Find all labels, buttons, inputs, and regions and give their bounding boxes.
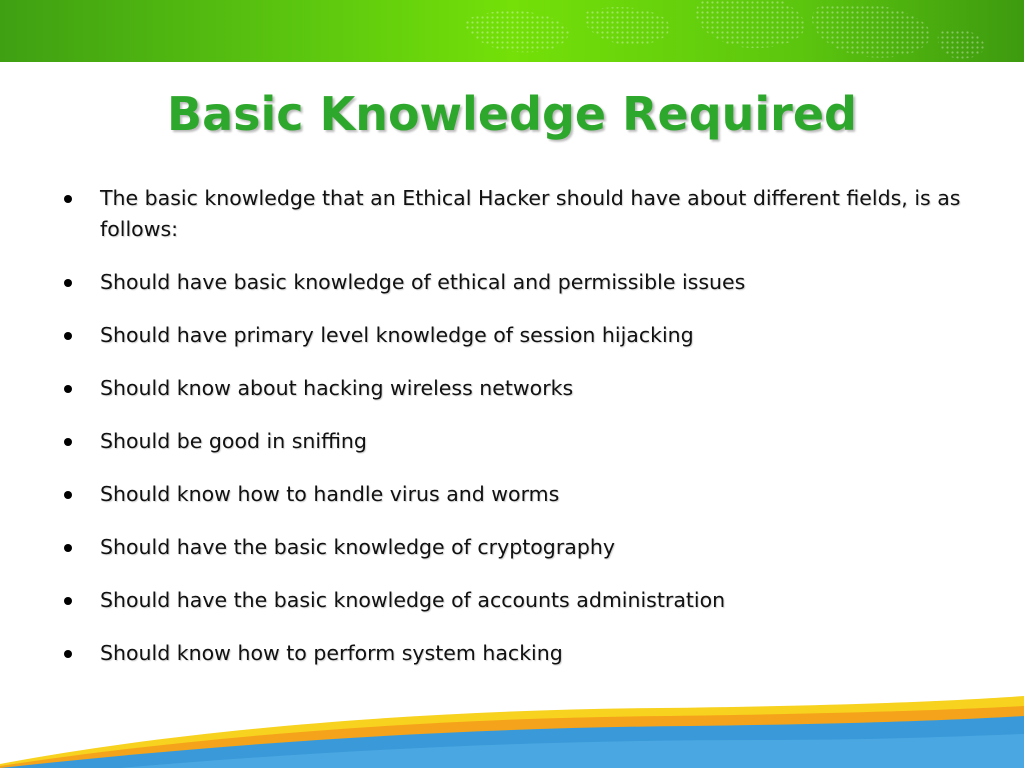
- bullet-dot-icon: [64, 597, 72, 605]
- bullet-dot-icon: [64, 332, 72, 340]
- bottom-wave-decoration: [0, 688, 1024, 768]
- bullet-dot-icon: [64, 195, 72, 203]
- bullet-text: Should know about hacking wireless networks: [100, 376, 574, 400]
- list-item: [62, 638, 972, 669]
- bullet-text: Should have primary level knowledge of session hijacking: [100, 323, 694, 347]
- list-item: [62, 373, 972, 404]
- bullet-text: Should have the basic knowledge of accounts administration: [100, 588, 726, 612]
- bullet-text: Should know how to perform system hacking: [100, 641, 563, 665]
- bullet-list: [62, 183, 972, 691]
- bullet-text: The basic knowledge that an Ethical Hacker should have about different fields, is as follows:: [100, 186, 961, 241]
- bullet-dot-icon: [64, 385, 72, 393]
- bullet-dot-icon: [64, 650, 72, 658]
- bullet-dot-icon: [64, 544, 72, 552]
- list-item: [62, 183, 972, 245]
- bullet-text: Should have basic knowledge of ethical and permissible issues: [100, 270, 746, 294]
- bullet-dot-icon: [64, 438, 72, 446]
- list-item: [62, 267, 972, 298]
- bullet-text: Should have the basic knowledge of cryptography: [100, 535, 615, 559]
- world-map-decoration: [0, 0, 1024, 62]
- list-item: [62, 320, 972, 351]
- list-item: [62, 426, 972, 457]
- list-item: [62, 479, 972, 510]
- bullet-text: Should know how to handle virus and worms: [100, 482, 560, 506]
- slide-title: Basic Knowledge Required: [167, 87, 857, 141]
- bullet-text: Should be good in sniffing: [100, 429, 367, 453]
- list-item: [62, 585, 972, 616]
- list-item: [62, 532, 972, 563]
- bullet-dot-icon: [64, 279, 72, 287]
- bullet-dot-icon: [64, 491, 72, 499]
